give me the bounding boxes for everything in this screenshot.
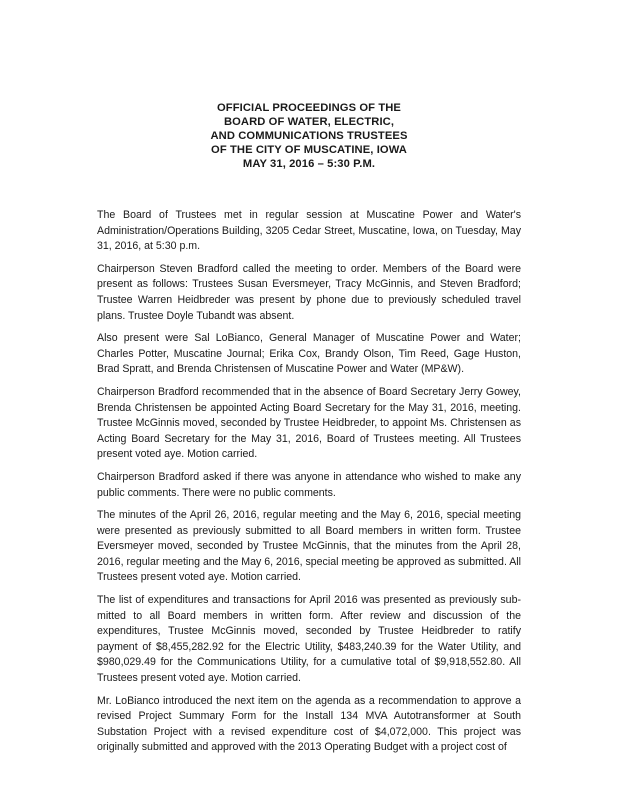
paragraph-also-present: Also present were Sal LoBianco, General Manager of Muscatine Power and Water; Charles Potter, Muscatine Journal; Erika Cox, Brandy Olson, Tim Reed, Gage Huston, Brad Spratt, and Brenda Christensen of Muscatine Power and Water (MP&W). — [97, 332, 521, 376]
paragraph-public-comments: Chairperson Bradford asked if there was anyone in attendance who wished to make any public comments. There were no public comments. — [97, 470, 521, 499]
paragraph-autotransformer-project: Mr. LoBianco introduced the next item on the agenda as a recommendation to approve a revised Project Summary Form for the Install 134 MVA Autotransformer at South Substation Project with a revised expenditure cost of $4,072,000. This project was originally submitted and approved with the 2013 Operating Budget with a project cost of — [97, 694, 521, 754]
title-line: BOARD OF WATER, ELECTRIC, — [223, 116, 395, 128]
paragraph-expenditures: The list of expenditures and transactions for April 2016 was presented as previously submitted to all Board members in written form. After review and discussion of the expenditures, Trustee McGinnis moved, seconded by Trustee Heidbreder to ratify payment of $8,455,282.92 for the Electric Utility, $483,240.39 for the Water Utility, and $980,029.49 for the Communications Utility, for a cumulative total of $9,918,552.80. All Trustees present voted aye. Motion carried. — [97, 594, 521, 685]
title-line: AND COMMUNICATIONS TRUSTEES — [210, 130, 408, 142]
document-body — [97, 208, 521, 763]
paragraph-meeting-location: The Board of Trustees met in regular session at Muscatine Power and Water's Administration/Operations Building, 3205 Cedar Street, Muscatine, Iowa, on Tuesday, May 31, 2016, at 5:30 p.m. — [97, 209, 521, 253]
document-title — [0, 101, 618, 171]
paragraph-acting-secretary: Chairperson Bradford recommended that in the absence of Board Secretary Jerry Gowey, Brenda Christensen be appointed Acting Board Secretary for the May 31, 2016, meeting. Trustee McGinnis moved, seconded by Trustee Heidbreder, to appoint Ms. Christensen as Acting Board Secretary for the May 31, 2016, Board of Trustees meeting. All Trustees present voted aye. Motion carried. — [97, 385, 521, 461]
title-line: OF THE CITY OF MUSCATINE, IOWA — [211, 144, 407, 156]
paragraph-call-to-order: Chairperson Steven Bradford called the meeting to order. Members of the Board were present as follows: Trustees Susan Eversmeyer, Tracy McGinnis, and Steven Bradford; Trustee Warren Heidbreder was present by phone due to previously scheduled travel plans. Trustee Doyle Tubandt was absent. — [97, 262, 521, 322]
meeting-date-line: MAY 31, 2016 – 5:30 P.M. — [242, 158, 376, 170]
paragraph-minutes-approval: The minutes of the April 26, 2016, regular meeting and the May 6, 2016, special meeting were presented as previously submitted to all Board members in written form. Trustee Eversmeyer moved, seconded by Trustee McGinnis, that the minutes from the April 28, 2016, regular meeting and the May 6, 2016, special meeting be approved as submitted. All Trustees present voted aye. Motion carried. — [97, 509, 522, 584]
title-line: OFFICIAL PROCEEDINGS OF THE — [217, 102, 401, 114]
